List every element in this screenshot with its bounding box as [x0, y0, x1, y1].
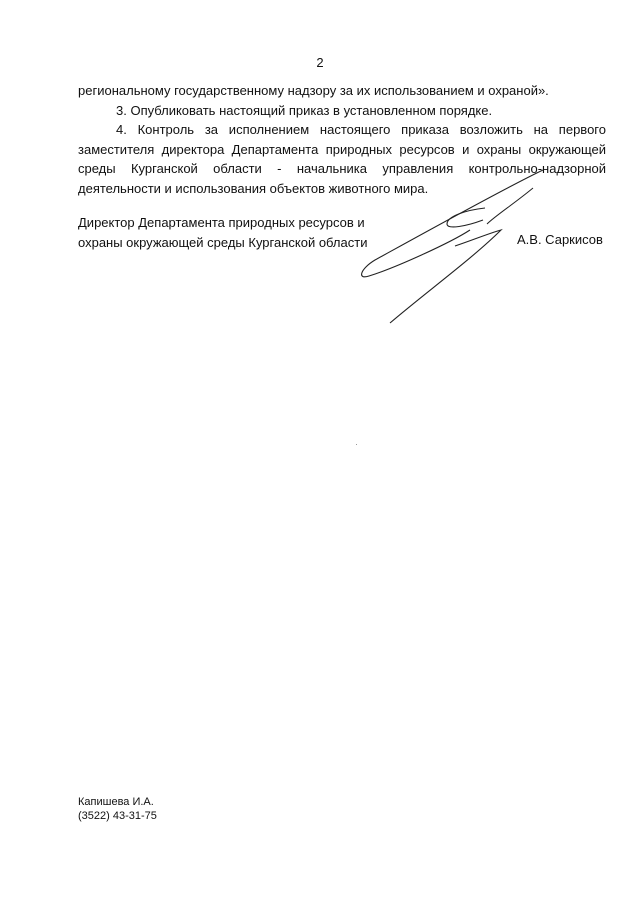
executor-name: Капишева И.А. [78, 796, 154, 808]
scan-speck [356, 444, 357, 445]
handwritten-signature [355, 168, 555, 328]
paragraph-item-3: 3. Опубликовать настоящий приказ в установленном порядке. [116, 102, 493, 118]
paragraph-item-4: 4. Контроль за исполнением настоящего приказа возложить на первого заместителя директора Департамента природных ресурсов и охраны окружающей среды Курганской области - начальника управления контрольно-надзорной деятельности и использования объектов животного мира. [78, 122, 606, 196]
executor-info [78, 796, 157, 823]
signatory-position-line-2: охраны окружающей среды Курганской области [78, 234, 368, 250]
signatory-position [78, 213, 367, 252]
signatory-position-line-1: Директор Департамента природных ресурсов и [78, 215, 365, 230]
paragraph-continuation: региональному государственному надзору за их использованием и охраной». [78, 83, 549, 98]
page-number: 2 [316, 55, 324, 70]
signatory-name: А.В. Саркисов [517, 232, 603, 247]
executor-phone: (3522) 43-31-75 [78, 809, 157, 822]
